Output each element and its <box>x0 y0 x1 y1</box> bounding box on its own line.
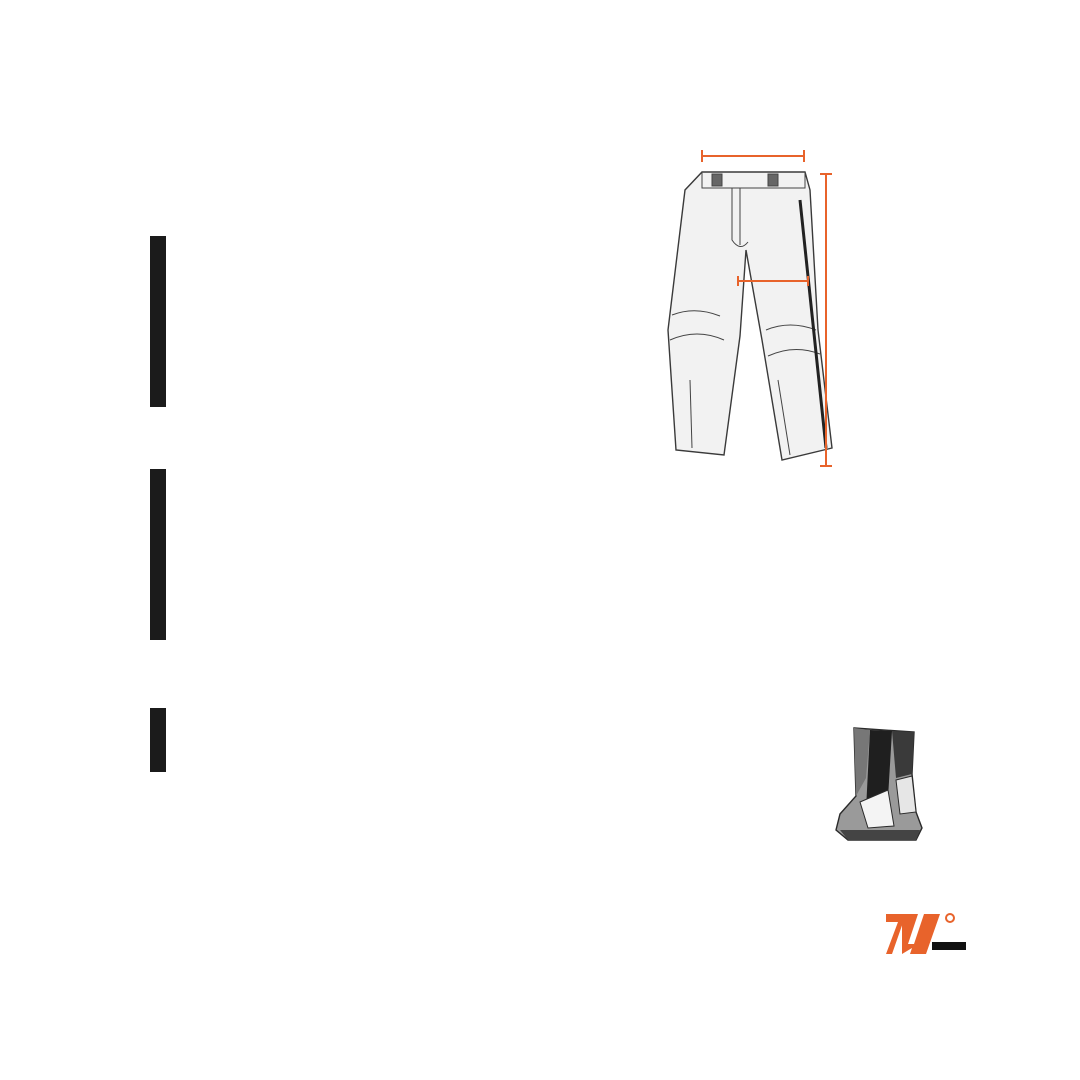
pants-diagram <box>650 130 850 475</box>
pants-outline-icon <box>668 172 832 460</box>
table-sidebar <box>150 236 166 407</box>
brand-logo-icon <box>884 910 968 960</box>
table-sidebar <box>150 469 166 640</box>
boot-illustration-icon <box>830 718 930 848</box>
large-size-table <box>150 236 551 407</box>
boot-sidebar <box>150 708 166 772</box>
short-size-table <box>150 469 551 640</box>
